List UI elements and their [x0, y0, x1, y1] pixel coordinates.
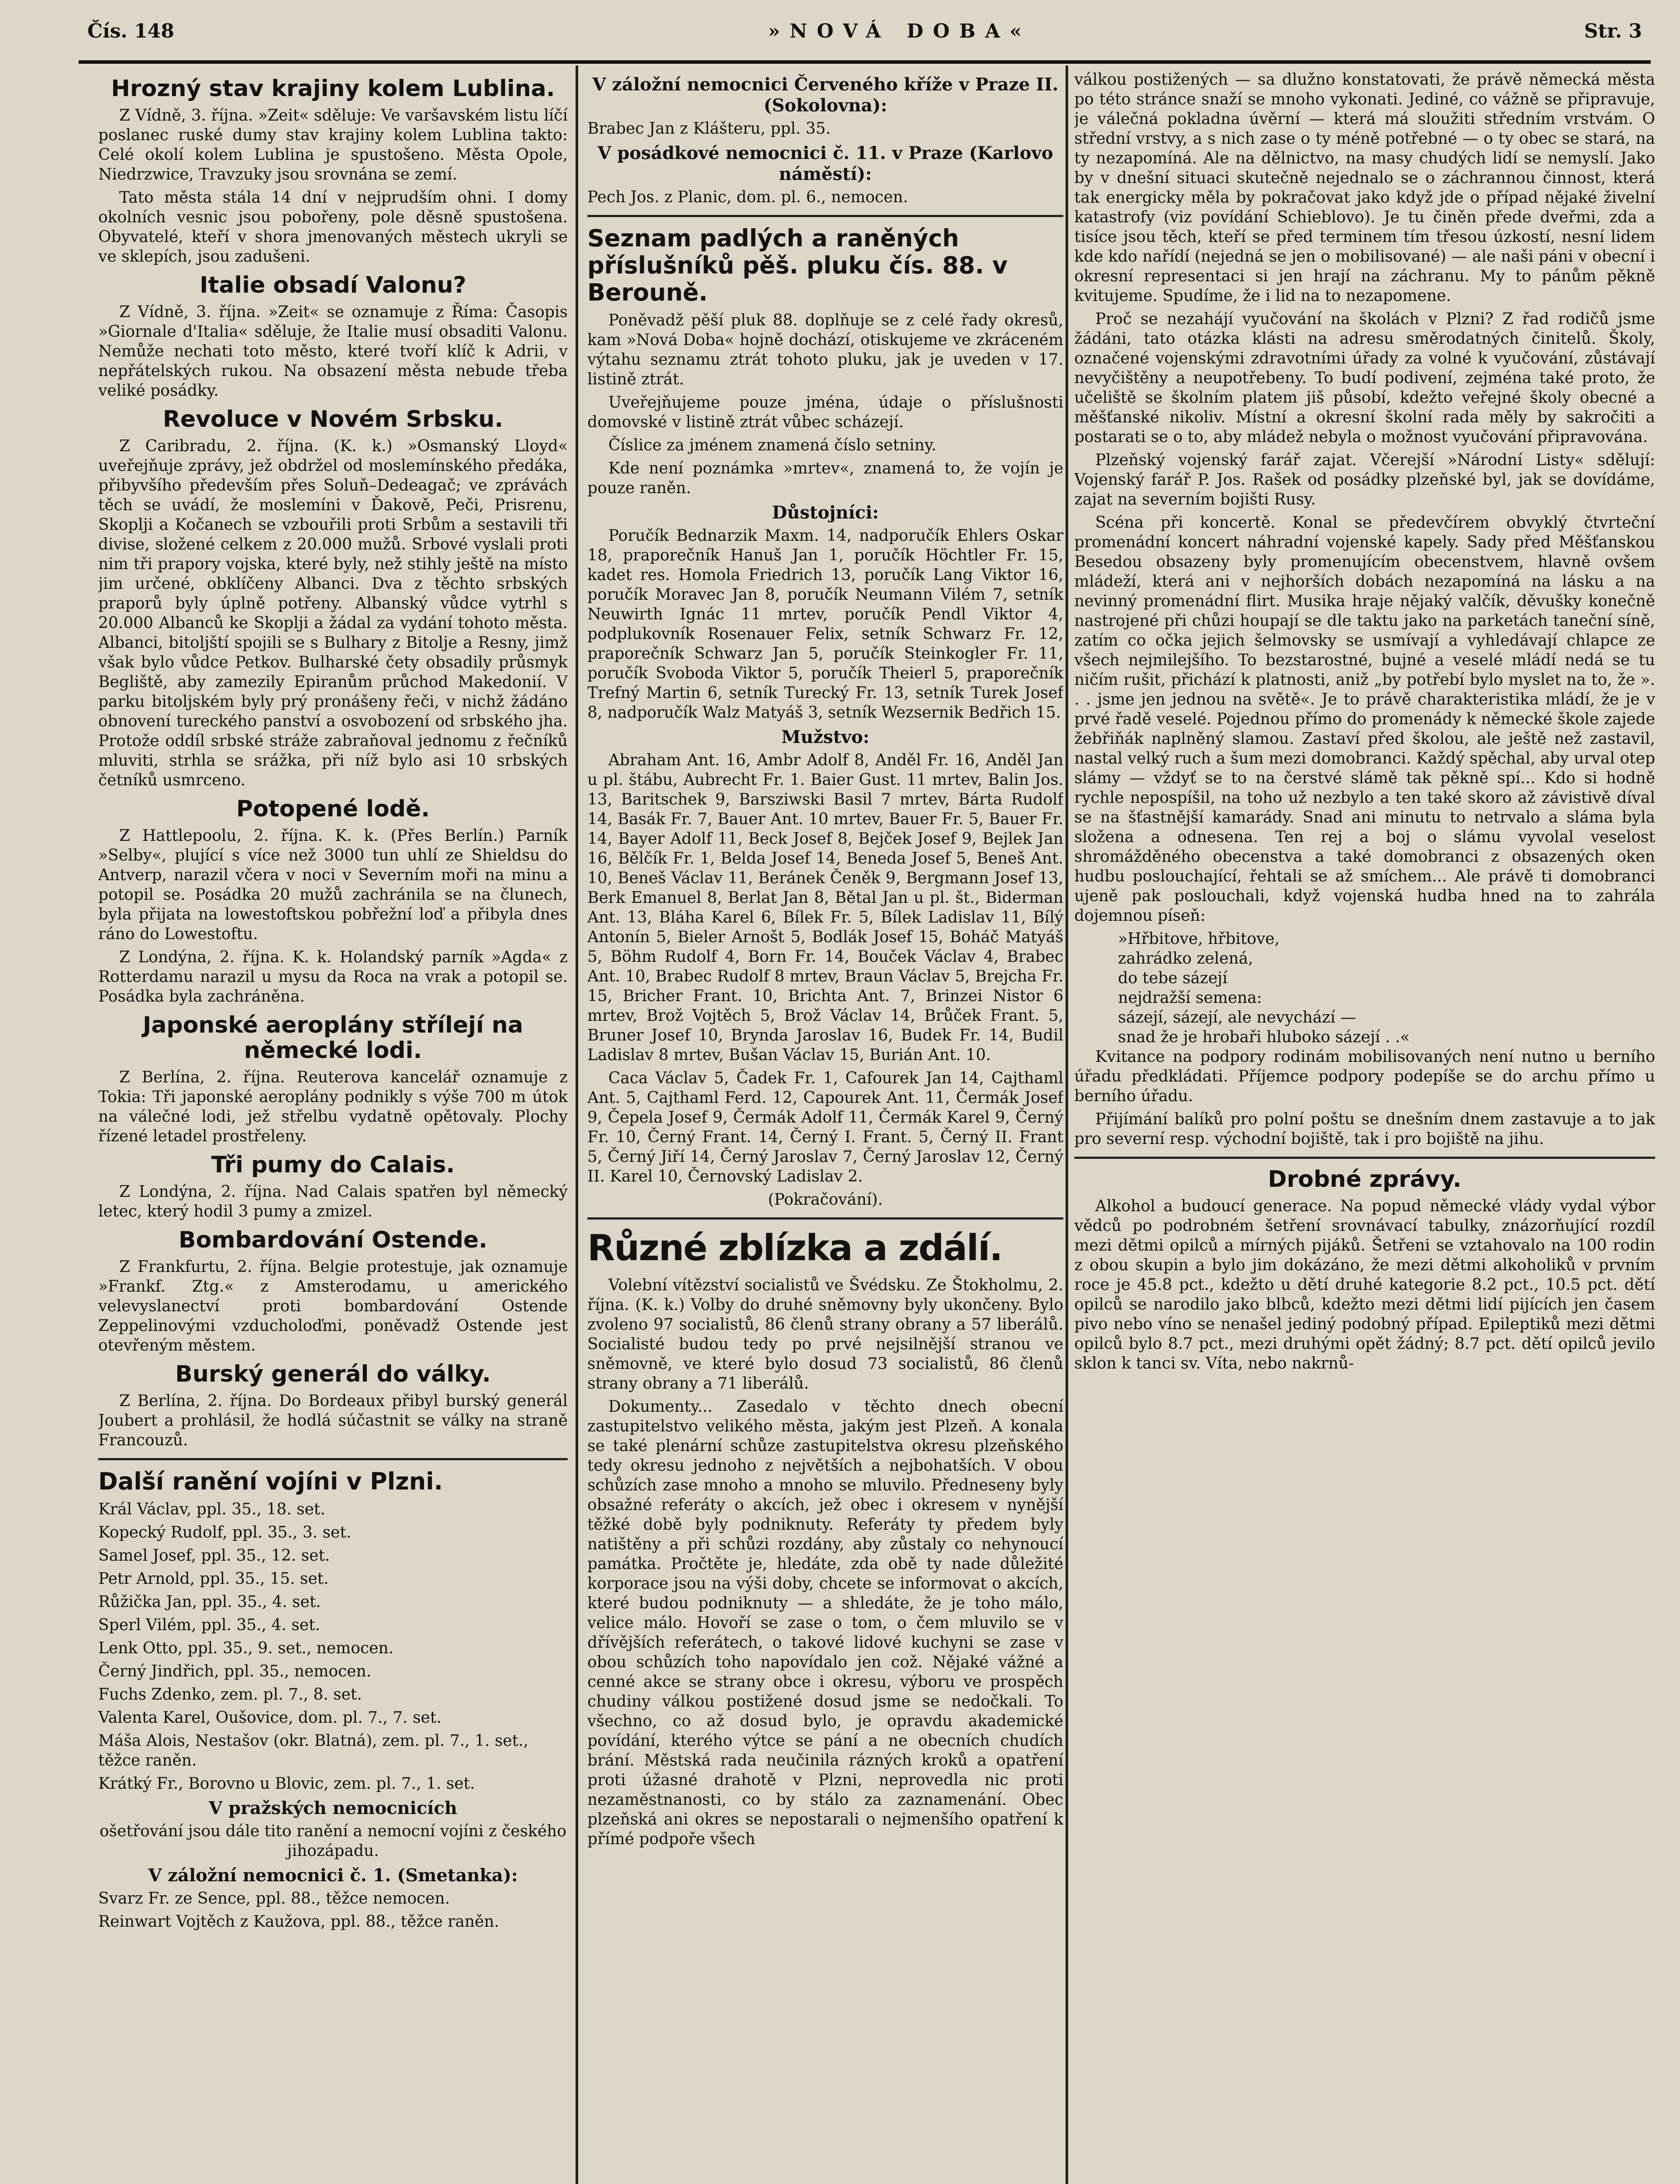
- article-paragraph: Z Frankfurtu, 2. října. Belgie protestuje, jak oznamuje »Frankf. Ztg.« z Amsterodamu, u amerického velevyslanectví proti bombardování Ostende Zeppelinovými vzducholoďmi, poněvadž Ostende jest otevřeným městem.: [98, 1258, 568, 1355]
- article-headline: Drobné zprávy.: [1268, 1166, 1462, 1192]
- issue-number: Čís. 148: [87, 20, 174, 42]
- poem-line: »Hřbitove, hřbitove,: [1118, 930, 1280, 948]
- article-paragraph: Kde není poznámka »mrtev«, znamená to, že vojín je pouze raněn.: [587, 460, 1063, 497]
- section-headline: Seznam padlých a raněných příslušníků pěš. pluku čís. 88. v Berouně.: [587, 225, 1008, 306]
- list-item: Valenta Karel, Oušovice, dom. pl. 7., 7. set.: [98, 1709, 442, 1727]
- article-headline: Tři pumy do Calais.: [211, 1152, 455, 1178]
- article-paragraph: válkou postižených — sa dlužno konstatovati, že právě německá města po této stránce snaží se mnoho vykonati. Jediné, co vážně se připravuje, je válečná pokladna úvěrní — která má sloužiti středním vrstvám. O střední vrstvy, a s nich zase o ty méně potřebné — o ty obec se stará, na ty nezapomíná. Ale na dělnictvo, na masy chudých lidí se nemyslí. Jako by v dnešní situaci skutečně nejednalo se o záchrannou činnost, která tak energicky měla by pokračovat jako když jde o případ nějaké živelní katastrofy (viz povídání Schieblovo). Je tu činěn přede dveřmi, zda a tisíce jsou těch, kteří se před terminem tím třesou úzkostí, nesní lidem kde kdo nařídí (nejedná se jen o mobilisované) — ale naši páni v obecní i okresní representaci si jen hrají na záchranu. My to pánům pěkně kvitujeme. Spudíme, že i lid na to nezapomene.: [1074, 71, 1655, 305]
- page-number: Str. 3: [1584, 20, 1642, 42]
- section-headline: Další ranění vojíni v Plzni.: [98, 1468, 443, 1495]
- section-divider: [1074, 1157, 1655, 1159]
- article-paragraph: Z Caribradu, 2. října. (K. k.) »Osmanský Lloyd« uveřejňuje zprávy, jež obdržel od moslemínského předáka, přibyvšího především přes Soluň–Dedeagač; ve zprávách těch se uvádí, že moslemíni v Ďakově, Peči, Prisrenu, Skoplji a Kočanech se vzbouřili proti Srbům a sestavili tři divise, složené celkem z 20.000 mužů. Srbové vyslali proti nim tři prapory vojska, které byly, než stihly ještě na místo jim určené, obklíčeny Albanci. Dva z těchto srbských praporů byly úplně potřeny. Albanský vůdce vytrhl s 20.000 Albanců ke Skoplji a žádal za vydání tohoto města. Albanci, bitoljští spojili se s Bulhary z Bitolje a Resny, jimž však bylo vůdce Petkov. Bulharské čety obsadily průsmyk Begliště, aby zamezily Epiranům průchod Makedonií. V parku bitoljském byly prý pronášeny řeči, v nichž žádáno obnovení tureckého panství a osvobození od srbského jha. Protože oddíl srbské stráže zabraňoval jednomu z řečníků mluviti, strhla se srážka, při níž bylo asi 10 srbských četníků usmrceno.: [98, 437, 568, 789]
- centered-note: (Pokračování).: [768, 1191, 883, 1209]
- article-headline: Burský generál do války.: [175, 1361, 491, 1387]
- masthead: [79, 8, 1651, 64]
- article-paragraph: Volební vítězství socialistů ve Švédsku. Ze Štokholmu, 2. října. (K. k.) Volby do druhé sněmovny byly ukončeny. Bylo zvoleno 97 socialistů, 86 členů strany obrany a 57 liberálů. Socialisté budou tedy po prvé nejsilnější stranou ve sněmovně, ve které bylo dosud 73 socialistů, 86 členů strany obrany a 71 liberálů.: [587, 1276, 1063, 1393]
- article-headline: Japonské aeroplány střílejí na německé lodi.: [142, 1012, 524, 1064]
- subheading: V záložní nemocnici Červeného kříže v Praze II. (Sokolovna):: [592, 74, 1059, 116]
- article-paragraph: Přijímání balíků pro polní poštu se dnešním dnem zastavuje a to jak pro severní resp. východní bojiště, tak i pro bojiště na jihu.: [1074, 1110, 1655, 1148]
- article-paragraph: Kvitance na podpory rodinám mobilisovaných není nutno u berního úřadu předkládati. Příjemce podpory podepíše se do archu přímo u berního úřadu.: [1074, 1048, 1655, 1105]
- poem-line: snad že je hrobaři hluboko sázejí . .«: [1118, 1028, 1410, 1046]
- article-paragraph: Tato města stála 14 dní v nejprudším ohni. I domy okolních vesnic jsou pobořeny, pole děsně spustošena. Obyvatelé, kteří v shora jmenovaných městech ukryli se ve sklepích, jsou zadušeni.: [98, 189, 568, 266]
- rubric-headline: Různé zblízka a zdálí.: [587, 1227, 1002, 1269]
- article-headline: Revoluce v Novém Srbsku.: [162, 406, 504, 432]
- article-paragraph: Proč se nezahájí vyučování na školách v Plzni? Z řad rodičů jsme žádáni, tato otázka klásti na adresu směrodatných činitelů. Školy, označené vojenskými zdravotními úřady za volné k vyučování, zůstávají nevyčištěny a neupotřebeny. To budí podivení, zejména také proto, že učeliště se školním platem jiš působí, kdežto veřejné školy obecné a měšťanské nikoliv. Místní a okresní školní rada měly by sakročiti a postarati se o to, aby mládež nebyla o možnost vyučování připravována.: [1074, 310, 1655, 446]
- article-headline: Hrozný stav krajiny kolem Lublina.: [111, 76, 555, 102]
- article-paragraph: Alkohol a budoucí generace. Na popud německé vlády vydal výbor vědců po podrobném šetření srovnávací tabulky, znázorňující rozdíl mezi dětmi opilců a mírných pijáků. Šetřeni se vztahovalo na 100 rodin z obou skupin a bylo jim dokázáno, že mezi dětmi alkoholiků v prvním roce je 45.8 pct., kdežto u dětí druhé kategorie 8.2 pct., 10.5 pct. dětí opilců se narodilo jako blbců, kdežto mezi dětmi lidí pijících jen časem pivo nebo víno se nenašel jediný podobný případ. Epileptiků mezi dětmi opilců bylo 8.7 pct., mezi druhými opět žádný; 8.7 pct. dětí opilců jevilo sklon k tanci sv. Víta, nebo nakrnů-: [1074, 1197, 1655, 1372]
- article-headline: Italie obsadí Valonu?: [200, 272, 466, 298]
- article-paragraph: Uveřejňujeme pouze jména, údaje o příslušnosti domovské v listině ztrát vůbec scházejí.: [587, 394, 1063, 431]
- article-paragraph: Z Londýna, 2. října. Nad Calais spatřen byl německý letec, který hodil 3 pumy a zmizel.: [98, 1183, 568, 1220]
- article-paragraph: Z Berlína, 2. října. Reuterova kancelář oznamuje z Tokia: Tři japonské aeroplány podnikly s výše 700 m útok na válečné lodi, jež střelbu vydatně opětovaly. Plochy řízené letadel prostřeleny.: [98, 1068, 568, 1145]
- article-paragraph: Z Londýna, 2. října. K. k. Holandský parník »Agda« z Rotterdamu narazil u mysu da Roca na vrak a potopil se. Posádka byla zachráněna.: [98, 948, 568, 1006]
- article-paragraph: Poněvadž pěší pluk 88. doplňuje se z celé řady okresů, kam »Nová Doba« hojně dochází, otiskujeme ve zkráceném výtahu seznamu ztrát tohoto pluku, jak je uveden v 17. listině ztrát.: [587, 311, 1063, 388]
- list-item: Kopecký Rudolf, ppl. 35., 3. set.: [98, 1524, 352, 1541]
- centered-note: ošetřování jsou dále tito ranění a nemocní vojíni z českého jihozápadu.: [100, 1822, 566, 1860]
- list-item: Sperl Vilém, ppl. 35., 4. set.: [98, 1616, 321, 1634]
- list-item: Fuchs Zdenko, zem. pl. 7., 8. set.: [98, 1686, 362, 1704]
- section-divider: [587, 1217, 1063, 1220]
- article-paragraph: Plzeňský vojenský farář zajat. Včerejší »Národní Listy« sdělují: Vojenský farář P. Jos. Rašek od posádky plzeňské byl, jak se dovídáme, zajat na severním bojišti Rusy.: [1074, 451, 1655, 508]
- article-headline: Potopené lodě.: [236, 796, 430, 822]
- list-item: Růžička Jan, ppl. 35., 4. set.: [98, 1593, 321, 1611]
- list-item: Pech Jos. z Planic, dom. pl. 6., nemocen.: [587, 188, 908, 206]
- subheading: V záložní nemocnici č. 1. (Smetanka):: [148, 1865, 518, 1886]
- column-1: [98, 70, 568, 2184]
- subheading: Důstojníci:: [772, 502, 879, 523]
- subheading: Mužstvo:: [781, 727, 869, 747]
- newspaper-title: »NOVÁ DOBA«: [768, 20, 1031, 42]
- poem-line: do tebe sázejí: [1118, 969, 1228, 987]
- article-paragraph: Z Hattlepoolu, 2. října. K. k. (Přes Berlín.) Parník »Selby«, plující s více než 3000 tun uhlí ze Shieldsu do Antverp, narazil včera v noci v Severním moři na minu a potopil se. Posádka 20 mužů zachránila se na člunech, byla přijata na lowestoftskou pobřežní loď a přibyla dnes ráno do Lowestoftu.: [98, 827, 568, 943]
- article-paragraph: Poručík Bednarzik Maxm. 14, nadporučík Ehlers Oskar 18, praporečník Hanuš Jan 1, poručík Höchtler Fr. 15, kadet res. Homola Friedrich 13, poručík Lang Viktor 16, poručík Moravec Jan 8, poručík Neumann Vilém 7, setník Neuwirth Ignác 11 mrtev, poručík Pendl Viktor 4, podplukovník Rosenauer Felix, setník Schwarz Fr. 12, praporečník Schwarz Jan 5, poručík Steinkogler Fr. 11, poručík Svoboda Viktor 5, poručík Theierl 5, praporečník Trefný Martin 6, setník Turecký Fr. 13, setník Turek Josef 8, nadporučík Walz Matyáš 3, setník Wezsernik Bedřich 15.: [587, 527, 1063, 722]
- article-paragraph: Dokumenty... Zasedalo v těchto dnech obecní zastupitelstvo velikého města, jakým jest Plzeň. A konala se také plenární schůze zastupitelstva okresu plzeňského tedy okresu jednoho z největších a nejbohatších. V obou schůzích zase mnoho a mnoho se mluvilo. Předneseny byly obsažné referáty o akcích, jež obec i okresem v nynější těžké době byly podniknuty. Referáty ty předem byly natištěny a při schůzi rozdány, aby zůstaly co nehynoucí památka. Pročtěte je, hledáte, zda obě ty nade důležité korporace jsou na výši doby, chcete se informovat o akcích, které budou podniknuty — a shledáte, že je toho málo, velice málo. Hovoří se zase o tom, o čem mluvilo se v dřívějších referátech, o takové lidové kuchyni se zase v obou schůzích toho napovídalo jen což. Nějaké vážné a cenné akce se strany obce i okresu, výboru ve prospěch chudiny válkou postižené dosud jsme se nedočkali. To všechno, co až dosud bylo, je opravdu akademické povídání, kterého výtce se pání a ne obecních chudích brání. Městská rada neučinila rázných kroků a opatření proti úžasné drahotě v Plzni, neprovedla nic proti nezaměstnanosti, co by stálo za zaznamenání. Obec plzeňská ani okres se nepostarali o nejmenšího opatření k přímé podpoře všech: [587, 1398, 1063, 1848]
- column-rule: [576, 66, 578, 2184]
- poem-line: zahrádko zelená,: [1118, 950, 1253, 968]
- list-item: Svarz Fr. ze Sence, ppl. 88., těžce nemocen.: [98, 1890, 450, 1908]
- column-rule: [1066, 66, 1068, 2184]
- poem-line: nejdražší semena:: [1118, 989, 1262, 1007]
- article-paragraph: Caca Václav 5, Čadek Fr. 1, Cafourek Jan 14, Cajthaml Ant. 5, Cajthaml Ferd. 12, Capourek Ant. 11, Čermák Josef 9, Čepela Josef 9, Čermák Adolf 11, Čermák Karel 9, Černý Fr. 10, Černý Frant. 14, Černý I. Frant. 5, Černý II. Frant 5, Černý Jiří 14, Černý Jaroslav 7, Černý Jaroslav 12, Černý II. Karel 10, Černovský Ladislav 2.: [587, 1069, 1063, 1185]
- list-item: Petr Arnold, ppl. 35., 15. set.: [98, 1570, 329, 1588]
- list-item: Máša Alois, Nestašov (okr. Blatná), zem. pl. 7., 1. set., těžce raněn.: [98, 1732, 528, 1769]
- column-2: [587, 70, 1063, 2184]
- article-paragraph: Z Vídně, 3. října. »Zeit« se oznamuje z Říma: Časopis »Giornale d'Italia« sděluje, že Italie musí obsaditi Valonu. Nemůže nechati toto město, které tvoří klíč k Adrii, v nepřátelských rukou. Na obsazení města nebude třeba veliké posádky.: [98, 303, 568, 400]
- subheading: V pražských nemocnicích: [209, 1798, 457, 1818]
- column-3: [1074, 70, 1655, 2184]
- poem-line: sázejí, sázejí, ale nevychází —: [1118, 1009, 1356, 1026]
- article-paragraph: Z Vídně, 3. října. »Zeit« sděluje: Ve varšavském listu líčí poslanec ruské dumy stav krajiny kolem Lublina takto: Celé okolí kolem Lublina je spustošeno. Města Opole, Niedrzwice, Travzuky jsou srovnána se zemí.: [98, 107, 568, 183]
- article-paragraph: Abraham Ant. 16, Ambr Adolf 8, Anděl Fr. 16, Anděl Jan u pl. štábu, Aubrecht Fr. 1. Baier Gust. 11 mrtev, Balin Jos. 13, Baritschek 9, Barsziwski Basil 7 mrtev, Bárta Rudolf 14, Basák Fr. 7, Bauer Ant. 10 mrtev, Bauer Fr. 5, Bauer Fr. 14, Bayer Adolf 11, Beck Josef 8, Bejček Josef 9, Bejlek Jan 16, Bělčík Fr. 1, Belda Josef 14, Beneda Josef 5, Beneš Ant. 10, Beneš Václav 11, Beránek Čeněk 9, Bergmann Josef 13, Berk Emanuel 8, Berlat Jan 8, Bětal Jan u pl. št., Biderman Ant. 13, Bláha Karel 6, Bílek Fr. 5, Bílek Ladislav 11, Bílý Antonín 5, Bieler Arnošt 5, Bodlák Josef 15, Boháč Matyáš 5, Böhm Rudolf 4, Born Fr. 14, Bouček Václav 4, Brabec Ant. 10, Brabec Rudolf 8 mrtev, Braun Václav 5, Brejcha Fr. 15, Bricher Frant. 10, Brichta Ant. 7, Brinzei Nistor 6 mrtev, Brož Vojtěch 5, Brož Václav 14, Brůček Frant. 5, Bruner Josef 10, Brynda Jaroslav 16, Budek Fr. 14, Budil Ladislav 8 mrtev, Bušan Václav 15, Burián Ant. 10.: [587, 751, 1063, 1064]
- section-divider: [98, 1458, 568, 1460]
- list-item: Samel Josef, ppl. 35., 12. set.: [98, 1547, 330, 1565]
- subheading: V posádkové nemocnici č. 11. v Praze (Karlovo náměstí):: [597, 143, 1053, 184]
- article-paragraph: Z Berlína, 2. října. Do Bordeaux přibyl burský generál Joubert a prohlásil, že hodlá súčastnit se války na straně Francouzů.: [98, 1392, 568, 1449]
- section-divider: [587, 215, 1063, 217]
- article-paragraph: Číslice za jménem znamená číslo setniny.: [608, 436, 937, 454]
- list-item: Král Václav, ppl. 35., 18. set.: [98, 1500, 325, 1518]
- list-item: Černý Jindřich, ppl. 35., nemocen.: [98, 1662, 372, 1680]
- list-item: Brabec Jan z Klášteru, ppl. 35.: [587, 120, 831, 138]
- article-paragraph: Scéna při koncertě. Konal se předevčírem obvyklý čtvrteční promenádní koncert náhradní vojenské kapely. Sady před Měšťanskou Besedou obsazeny byly promenujícím obecenstvem, hlavně ovšem mládeží, která ani v nejhorších dobách nezapomíná na lásku a na nevinný promenádní flirt. Musika hraje nějaký valčík, děvušky konečně nastrojené při chůzi houpají se dle taktu jako na parketách taneční síně, zatím co očka jejich šelmovsky se usmívají a vyhledávají chlapce ze všech nejmilejšího. To bezstarostné, bujné a veselé mládí nedá se tu ničím rušit, přichází k platnosti, aniž „by potřebí bylo myslet na to, že ». . . jsme jen jednou na světě«. Je to právě charakteristika mládí, že je v prvé řadě veselé. Pojednou přímo do promenády k německé škole zajede žebřiňák naplněný slamou. Zastaví před školou, ale ještě než zastavil, nastal velký ruch a šum mezi domobranci. Každý spěchal, aby urval otep slámy — vždyť se to na čerstvé slámě tak pěkně spí... Kdo si hodně rychle nepospíšil, na toho už nezbylo a ten také skoro až závistivě díval se na šťastnější kamarády. Snad ani minutu to netrvalo a sláma byla složena a odnesena. Ten rej a boj o slámu vyvolal veselost shromážděného obecenstva a také domobranci z obsazených oken hudbu poslouchající, řehtali se až smíchem... Ale právě ti domobranci ujeně pak poslouchali, když vojenská hudba hned na to zahrála dojemnou píseň:: [1074, 514, 1655, 925]
- poem-block: [1074, 929, 1655, 1047]
- list-item: Krátký Fr., Borovno u Blovic, zem. pl. 7., 1. set.: [98, 1775, 475, 1793]
- list-item: Lenk Otto, ppl. 35., 9. set., nemocen.: [98, 1639, 394, 1657]
- list-item: Reinwart Vojtěch z Kaužova, ppl. 88., těžce raněn.: [98, 1913, 499, 1931]
- article-headline: Bombardování Ostende.: [179, 1227, 487, 1253]
